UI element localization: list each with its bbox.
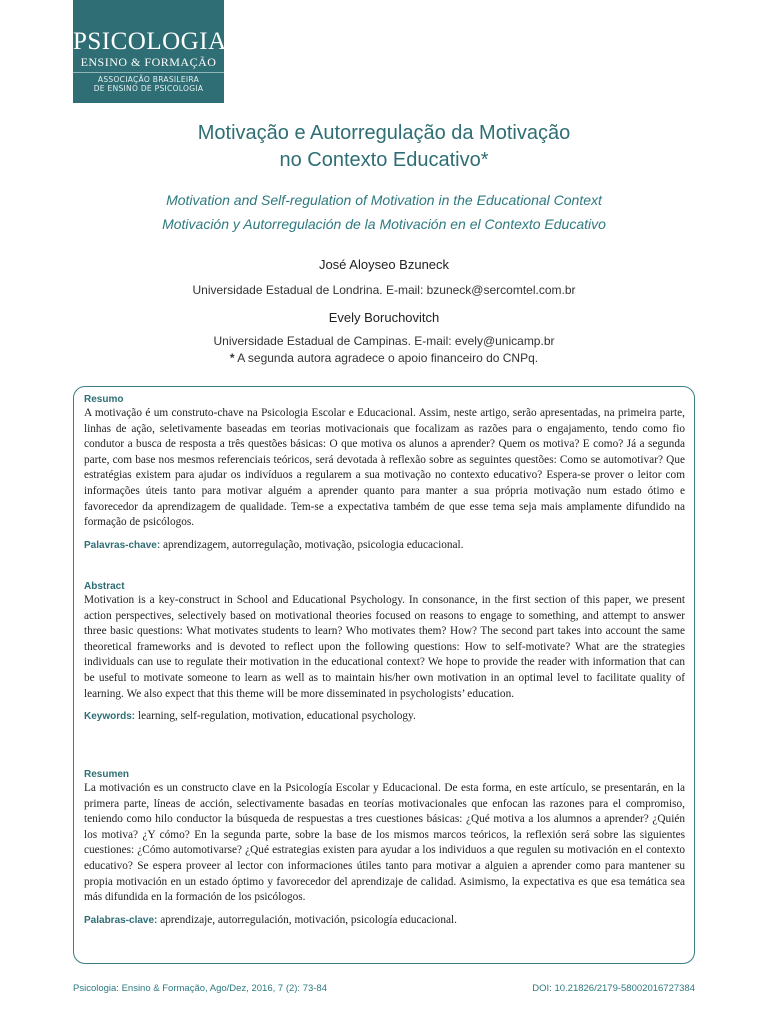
keywords-label: Keywords: [84,711,136,723]
author-affiliation: Universidade Estadual de Campinas. E-mail: evely@unicamp.br [213,334,555,348]
alternate-titles [0,188,768,236]
keywords-label: Palavras-chave: [84,539,161,551]
resumo-heading: Resumo [84,394,124,405]
abstract-body: Motivation is a key-construct in School and Educational Psychology. In consonance, in the first section of this paper, we present action perspectives, selectively based on motivational theories focused on reasons to engage to something, and attempt to answer three basic questions: What motivates students to learn? Who motivates them? How? The second part takes into account the same theoretical frameworks and is devoted to reflect upon the following questions: How to self-motivate? What are the strategies individuals can use to regulate their motivation in the educational context? We hope to provide the reader with information that can be useful to motivate someone to learn as well as to maintain his/her own motivation in an optimal level to facilitate quality of learning. We also expect that this theme will be more disseminated in psychologists’ education. [84,594,685,700]
logo-subtitle: ENSINO & FORMAÇÃO [80,55,217,69]
logo-association-band [73,72,224,93]
author-name: José Aloyseo Bzuneck [318,257,450,272]
keywords-text: learning, self-regulation, motivation, educational psychology. [135,710,416,723]
abstract-heading: Abstract [84,581,125,592]
resumen-keywords [84,913,685,928]
funding-footnote [0,350,768,367]
keywords-text: aprendizaje, autorregulación, motivación, psicología educacional. [157,913,457,926]
resumen-heading: Resumen [84,769,130,780]
article-title-line2: no Contexto Educativo* [279,149,489,171]
footer-doi: DOI: 10.21826/2179-58002016727384 [532,983,695,994]
resumo-keywords [84,538,685,553]
author-affiliation: Universidade Estadual de Londrina. E-mail: bzuneck@sercomtel.com.br [192,283,576,297]
logo-title: PSICOLOGIA [73,28,227,55]
resumo-section [84,393,685,553]
footer-citation: Psicologia: Ensino & Formação, Ago/Dez, 2016, 7 (2): 73-84 [73,983,327,994]
footnote-star: * [229,351,235,365]
resumo-body: A motivação é um construto-chave na Psicologia Escolar e Educacional. Assim, neste artigo, serão apresentadas, na primeira parte, linhas de ação, seletivamente baseadas em teorias motivacionais que focalizam as razões para o engajamento, tendo como fio condutor a busca de resposta a três questões básicas: O que motiva os alunos a aprender? Quem os motiva? E como? Já a segunda parte, com base nos mesmos referenciais teóricos, será devotada à reflexão sobre as seguintes questões: Como se automotivar? Que estratégias existem para ajudar os indivíduos a regularem a sua motivação no contexto educativo? Espera-se prover o leitor com informações úteis tanto para motivar alguém a aprender quanto para manter a sua própria motivação num estado ótimo e favorecedor da aprendizagem de qualidade. Tem-se a expectativa também de que esse tema seja mais amplamente difundido na formação de psicólogos. [84,407,685,529]
author-name: Evely Boruchovitch [328,310,440,325]
logo-band-line2: DE ENSINO DE PSICOLOGIA [93,84,204,93]
article-title [0,120,768,174]
english-title: Motivation and Self-regulation of Motivation in the Educational Context [166,192,602,208]
journal-logo [73,0,227,103]
footnote-text: A segunda autora agradece o apoio financeiro do CNPq. [234,351,539,365]
abstract-keywords [84,709,685,724]
abstract-section [84,580,685,724]
logo-band-line1: ASSOCIAÇÃO BRASILEIRA [97,75,200,84]
keywords-label: Palabras-clave: [84,914,158,926]
resumen-section [84,768,685,928]
resumen-body: La motivación es un constructo clave en la Psicología Escolar y Educacional. De esta forma, en este artículo, se presentarán, en la primera parte, líneas de acción, selectivamente basadas en teorías motivacionales que enfocan las razones para el compromiso, teniendo como hilo conductor la búsqueda de respuestas a tres cuestiones básicas: ¿Qué motiva a los alumnos a aprender? ¿Quién los motiva? ¿Y cómo? En la segunda parte, sobre la base de los mismos marcos teóricos, la reflexión será sobre las siguientes cuestiones: ¿Cómo automotivarse? ¿Qué estrategias existen para ayudar a los individuos a que regulen su motivación en el contexto educativo? Se espera proveer al lector con informaciones útiles tanto para motivar a alguien a aprender como para mantener su propia motivación en un estado óptimo y favorecedor del aprendizaje de calidad. Asimismo, la expectativa es que esa temática sea más difundida en la formación de los psicólogos. [84,782,685,904]
spanish-title: Motivación y Autorregulación de la Motivación en el Contexto Educativo [162,216,606,232]
article-title-line1: Motivação e Autorregulação da Motivação [197,122,571,144]
keywords-text: aprendizagem, autorregulação, motivação, psicologia educacional. [160,538,464,551]
